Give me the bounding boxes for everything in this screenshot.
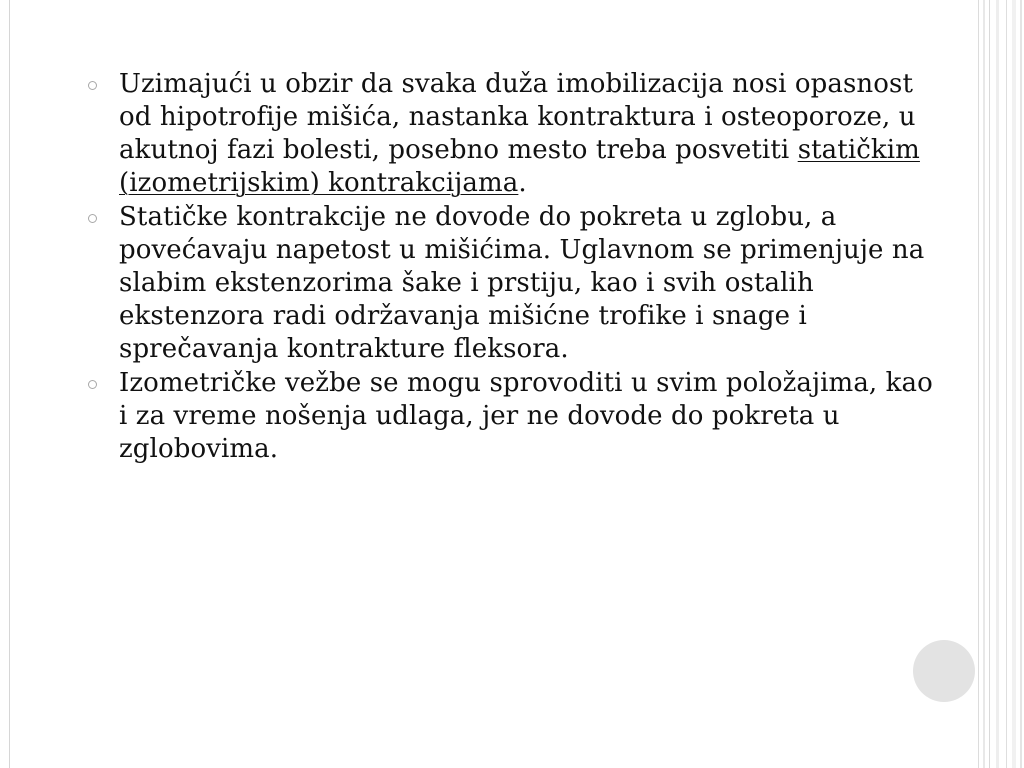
bullet-punctuation: . (518, 168, 527, 198)
left-border-line (9, 0, 10, 768)
right-stripe (983, 0, 985, 768)
bullet-item (88, 68, 948, 200)
hollow-circle-bullet-icon (88, 380, 97, 389)
hollow-circle-bullet-icon (88, 81, 97, 90)
bullet-underlined-term: statičkim (izometrijskim) kontrakcijama (119, 135, 920, 198)
bullet-text: Uzimajući u obzir da svaka duža imobilizacija nosi opasnost od hipotrofije mišića, nastanka kontraktura i osteoporoze, u akutnoj fazi bolesti, posebno mesto treba posvetiti (119, 69, 916, 165)
slide-content (88, 68, 948, 467)
right-stripe (1012, 0, 1016, 768)
right-stripe (1020, 0, 1022, 768)
circle-decoration-icon (913, 640, 975, 702)
hollow-circle-bullet-icon (88, 214, 97, 223)
bullet-list (88, 68, 948, 466)
right-stripe (989, 0, 990, 768)
bullet-text: Izometričke vežbe se mogu sprovoditi u svim položajima, kao i za vreme nošenja udlaga, jer ne dovode do pokreta u zglobovima. (119, 368, 933, 464)
right-stripe (1006, 0, 1007, 768)
right-stripe (996, 0, 999, 768)
bullet-item (88, 367, 948, 466)
right-stripe (978, 0, 979, 768)
bullet-text: Statičke kontrakcije ne dovode do pokreta u zglobu, a povećavaju napetost u mišićima. Uglavnom se primenjuje na slabim ekstenzorima šake i prstiju, kao i svih ostalih ekstenzora radi održavanja mišićne trofike i snage i sprečavanja kontrakture fleksora. (119, 202, 925, 364)
bullet-item (88, 201, 948, 366)
